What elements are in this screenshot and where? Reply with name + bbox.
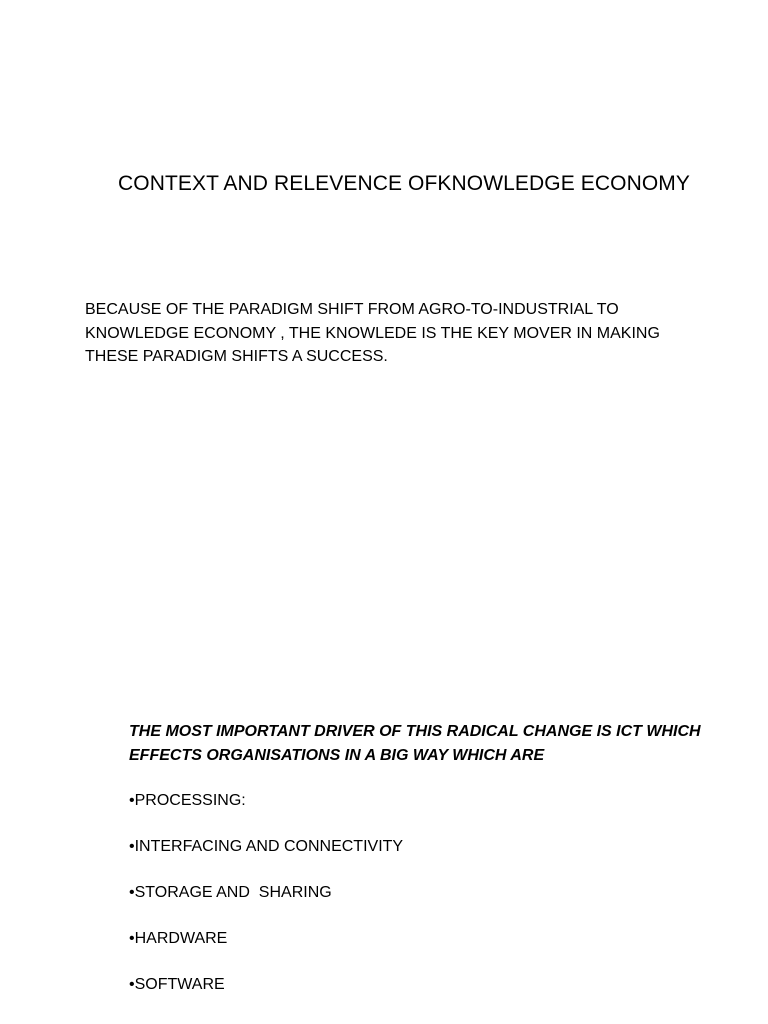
bullet-icon: • <box>129 838 135 855</box>
intro-paragraph: BECAUSE OF THE PARADIGM SHIFT FROM AGRO-TO-INDUSTRIAL TO KNOWLEDGE ECONOMY , THE KNOWLEDE IS THE KEY MOVER IN MAKING THESE PARADIGM SHIFTS A SUCCESS. <box>85 301 660 365</box>
page-title: CONTEXT AND RELEVENCE OFKNOWLEDGE ECONOMY <box>118 172 690 195</box>
list-item <box>129 974 403 1020</box>
list-item-label: SOFTWARE <box>134 976 225 993</box>
list-item-label: INTERFACING AND CONNECTIVITY <box>134 838 404 855</box>
bullet-icon: • <box>129 884 135 901</box>
bullet-icon: • <box>129 976 135 993</box>
list-item <box>129 790 403 836</box>
bullet-icon: • <box>129 930 135 947</box>
bullet-icon: • <box>129 792 135 809</box>
list-item <box>129 928 403 974</box>
bullet-list <box>129 790 403 1020</box>
list-item <box>129 882 403 928</box>
list-item-label: HARDWARE <box>134 930 228 947</box>
driver-statement: THE MOST IMPORTANT DRIVER OF THIS RADICAL CHANGE IS ICT WHICH EFFECTS ORGANISATIONS IN A BIG WAY WHICH ARE <box>129 723 701 764</box>
list-item-label: STORAGE AND SHARING <box>134 884 332 901</box>
list-item-label: PROCESSING: <box>134 792 246 809</box>
list-item <box>129 836 403 882</box>
